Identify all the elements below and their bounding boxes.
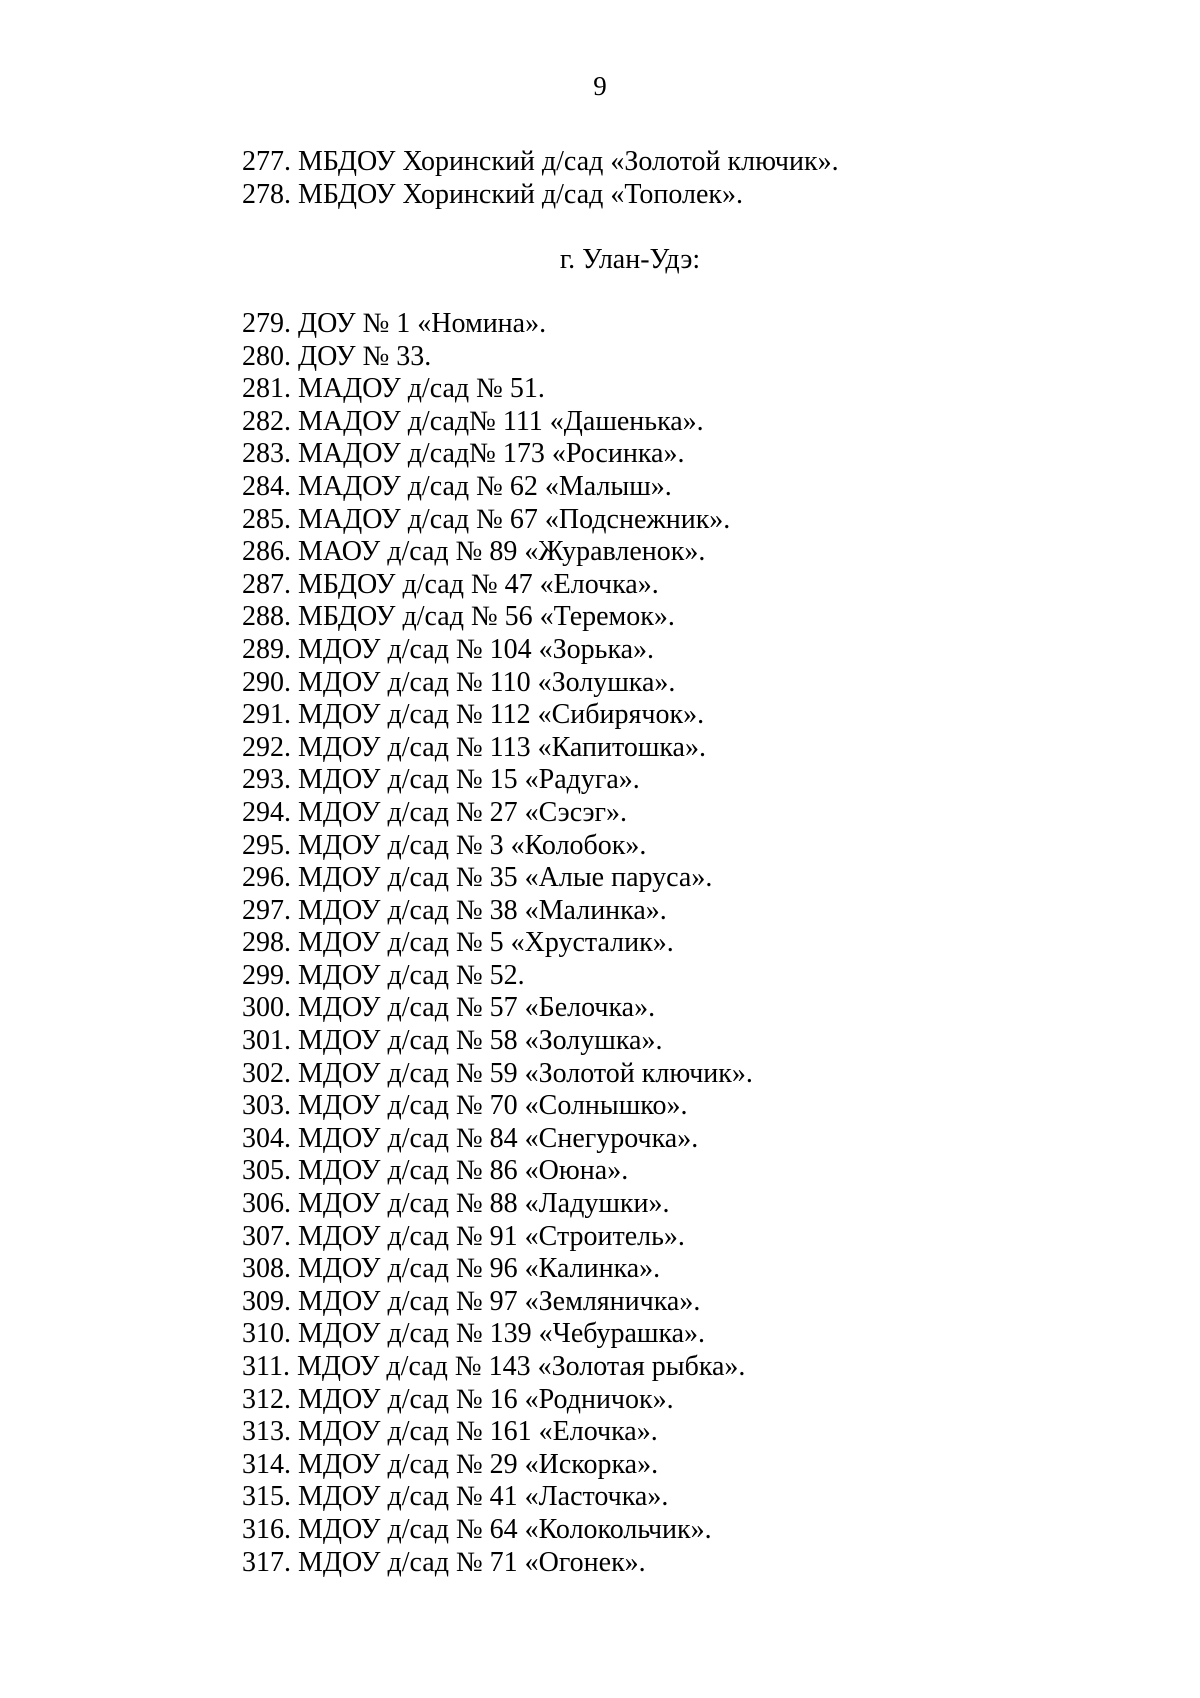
list-item: 282. МАДОУ д/сад№ 111 «Дашенька».: [242, 405, 704, 437]
list-item: 286. МАОУ д/сад № 89 «Журавленок».: [242, 536, 706, 568]
list-item: 304. МДОУ д/сад № 84 «Снегурочка».: [242, 1122, 699, 1154]
list-item: 301. МДОУ д/сад № 58 «Золушка».: [242, 1025, 663, 1057]
list-item: 281. МАДОУ д/сад № 51.: [242, 373, 545, 405]
page-number: 9: [593, 71, 607, 101]
list-item: 296. МДОУ д/сад № 35 «Алые паруса».: [242, 862, 713, 894]
list-item: 299. МДОУ д/сад № 52.: [242, 959, 525, 991]
list-item: 278. МБДОУ Хоринский д/сад «Тополек».: [242, 178, 743, 210]
list-item: 293. МДОУ д/сад № 15 «Радуга».: [242, 764, 640, 796]
list-item: 317. МДОУ д/сад № 71 «Огонек».: [242, 1546, 646, 1578]
list-item: 287. МБДОУ д/сад № 47 «Елочка».: [242, 568, 659, 600]
list-item: 310. МДОУ д/сад № 139 «Чебурашка».: [242, 1318, 706, 1350]
list-item: 312. МДОУ д/сад № 16 «Родничок».: [242, 1383, 674, 1415]
list-item: 294. МДОУ д/сад № 27 «Сэсэг».: [242, 796, 627, 828]
list-item: 306. МДОУ д/сад № 88 «Ладушки».: [242, 1188, 670, 1220]
list-item: 297. МДОУ д/сад № 38 «Малинка».: [242, 894, 667, 926]
institution-list-top: [242, 146, 839, 211]
list-item: 311. МДОУ д/сад № 143 «Золотая рыбка».: [242, 1351, 746, 1382]
list-item: 308. МДОУ д/сад № 96 «Калинка».: [242, 1253, 661, 1285]
list-item: 277. МБДОУ Хоринский д/сад «Золотой ключик».: [242, 146, 839, 177]
list-item: 305. МДОУ д/сад № 86 «Оюна».: [242, 1155, 629, 1187]
list-item: 300. МДОУ д/сад № 57 «Белочка».: [242, 992, 656, 1024]
list-item: 284. МАДОУ д/сад № 62 «Малыш».: [242, 470, 672, 502]
list-item: 292. МДОУ д/сад № 113 «Капитошка».: [242, 731, 706, 763]
list-item: 289. МДОУ д/сад № 104 «Зорька».: [242, 633, 655, 665]
list-item: 280. ДОУ № 33.: [242, 340, 432, 372]
list-item: 309. МДОУ д/сад № 97 «Земляничка».: [242, 1285, 701, 1317]
list-item: 316. МДОУ д/сад № 64 «Колокольчик».: [242, 1513, 712, 1545]
list-item: 314. МДОУ д/сад № 29 «Искорка».: [242, 1448, 659, 1480]
list-item: 288. МБДОУ д/сад № 56 «Теремок».: [242, 601, 675, 633]
list-item: 285. МАДОУ д/сад № 67 «Подснежник».: [242, 503, 731, 535]
list-item: 313. МДОУ д/сад № 161 «Елочка».: [242, 1416, 658, 1448]
section-heading: г. Улан-Удэ:: [559, 244, 701, 275]
list-item: 279. ДОУ № 1 «Номина».: [242, 308, 547, 339]
list-item: 315. МДОУ д/сад № 41 «Ласточка».: [242, 1481, 669, 1513]
institution-list-main: [242, 308, 753, 1579]
list-item: 298. МДОУ д/сад № 5 «Хрусталик».: [242, 927, 674, 959]
list-item: 303. МДОУ д/сад № 70 «Солнышко».: [242, 1090, 688, 1122]
list-item: 295. МДОУ д/сад № 3 «Колобок».: [242, 829, 647, 861]
list-item: 283. МАДОУ д/сад№ 173 «Росинка».: [242, 438, 685, 470]
list-item: 291. МДОУ д/сад № 112 «Сибирячок».: [242, 699, 705, 731]
list-item: 307. МДОУ д/сад № 91 «Строитель».: [242, 1220, 685, 1252]
list-item: 290. МДОУ д/сад № 110 «Золушка».: [242, 666, 676, 698]
list-item: 302. МДОУ д/сад № 59 «Золотой ключик».: [242, 1057, 753, 1089]
